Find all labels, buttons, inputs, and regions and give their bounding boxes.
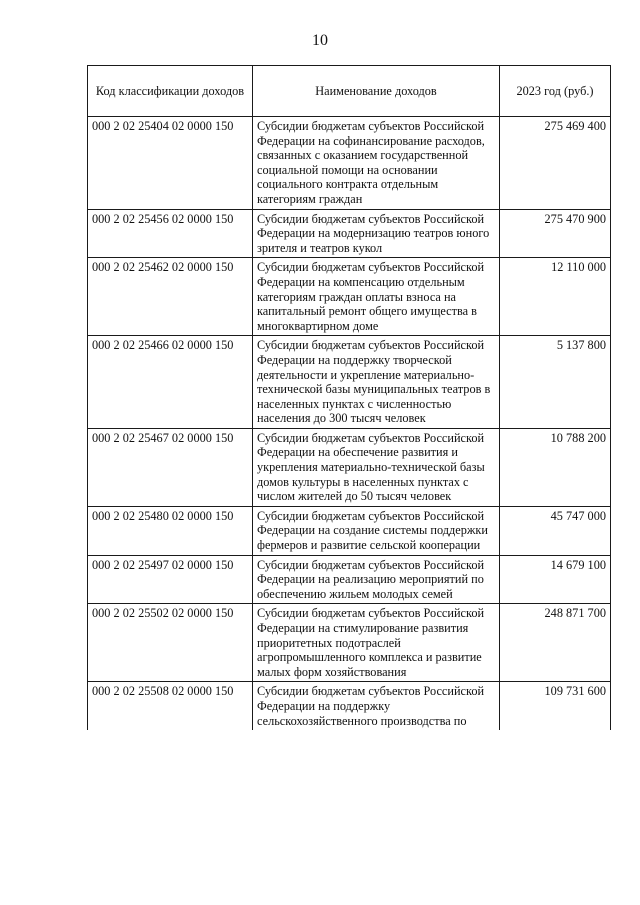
- table-row: [88, 209, 611, 258]
- row-code: 000 2 02 25502 02 0000 150: [88, 604, 253, 682]
- row-amount: 10 788 200: [500, 428, 611, 506]
- table-header-row: [88, 66, 611, 117]
- row-name: Субсидии бюджетам субъектов Российской Федерации на реализацию мероприятий по обеспечению жильем молодых семей: [253, 555, 500, 604]
- row-name: Субсидии бюджетам субъектов Российской Федерации на поддержку творческой деятельности и укрепление материально-технической базы муниципальных театров в населенных пунктах с численностью населения до 300 тысяч человек: [253, 336, 500, 429]
- row-amount: 248 871 700: [500, 604, 611, 682]
- row-amount: 275 470 900: [500, 209, 611, 258]
- header-year: 2023 год (руб.): [500, 66, 611, 117]
- row-name: Субсидии бюджетам субъектов Российской Федерации на создание системы поддержки фермеров и развитие сельской кооперации: [253, 506, 500, 555]
- table-row: [88, 682, 611, 730]
- row-amount: 109 731 600: [500, 682, 611, 730]
- table-row: [88, 555, 611, 604]
- row-code: 000 2 02 25456 02 0000 150: [88, 209, 253, 258]
- row-code: 000 2 02 25497 02 0000 150: [88, 555, 253, 604]
- row-name: Субсидии бюджетам субъектов Российской Федерации на обеспечение развития и укрепления материально-технической базы домов культуры в населенных пунктах с числом жителей до 50 тысяч человек: [253, 428, 500, 506]
- row-name: Субсидии бюджетам субъектов Российской Федерации на стимулирование развития приоритетных подотраслей агропромышленного комплекса и развитие малых форм хозяйствования: [253, 604, 500, 682]
- row-name: Субсидии бюджетам субъектов Российской Федерации на модернизацию театров юного зрителя и театров кукол: [253, 209, 500, 258]
- row-code: 000 2 02 25508 02 0000 150: [88, 682, 253, 730]
- row-amount: 14 679 100: [500, 555, 611, 604]
- row-amount: 5 137 800: [500, 336, 611, 429]
- row-amount: 12 110 000: [500, 258, 611, 336]
- page-number: 10: [312, 32, 328, 49]
- header-name: Наименование доходов: [253, 66, 500, 117]
- row-name: Субсидии бюджетам субъектов Российской Федерации на компенсацию отдельным категориям граждан оплаты взноса на капитальный ремонт общего имущества в многоквартирном доме: [253, 258, 500, 336]
- row-code: 000 2 02 25467 02 0000 150: [88, 428, 253, 506]
- table-row: [88, 258, 611, 336]
- row-code: 000 2 02 25466 02 0000 150: [88, 336, 253, 429]
- row-name: Субсидии бюджетам субъектов Российской Федерации на поддержку сельскохозяйственного производства по: [253, 682, 500, 730]
- row-amount: 45 747 000: [500, 506, 611, 555]
- header-code: Код классификации доходов: [88, 66, 253, 117]
- row-amount: 275 469 400: [500, 117, 611, 210]
- row-name: Субсидии бюджетам субъектов Российской Федерации на софинансирование расходов, связанных с оказанием государственной социальной помощи на основании социального контракта отдельным категориям граждан: [253, 117, 500, 210]
- income-table: [87, 65, 611, 730]
- row-code: 000 2 02 25480 02 0000 150: [88, 506, 253, 555]
- table-row: [88, 117, 611, 210]
- table-row: [88, 336, 611, 429]
- table-row: [88, 428, 611, 506]
- table-row: [88, 604, 611, 682]
- row-code: 000 2 02 25462 02 0000 150: [88, 258, 253, 336]
- table-row: [88, 506, 611, 555]
- row-code: 000 2 02 25404 02 0000 150: [88, 117, 253, 210]
